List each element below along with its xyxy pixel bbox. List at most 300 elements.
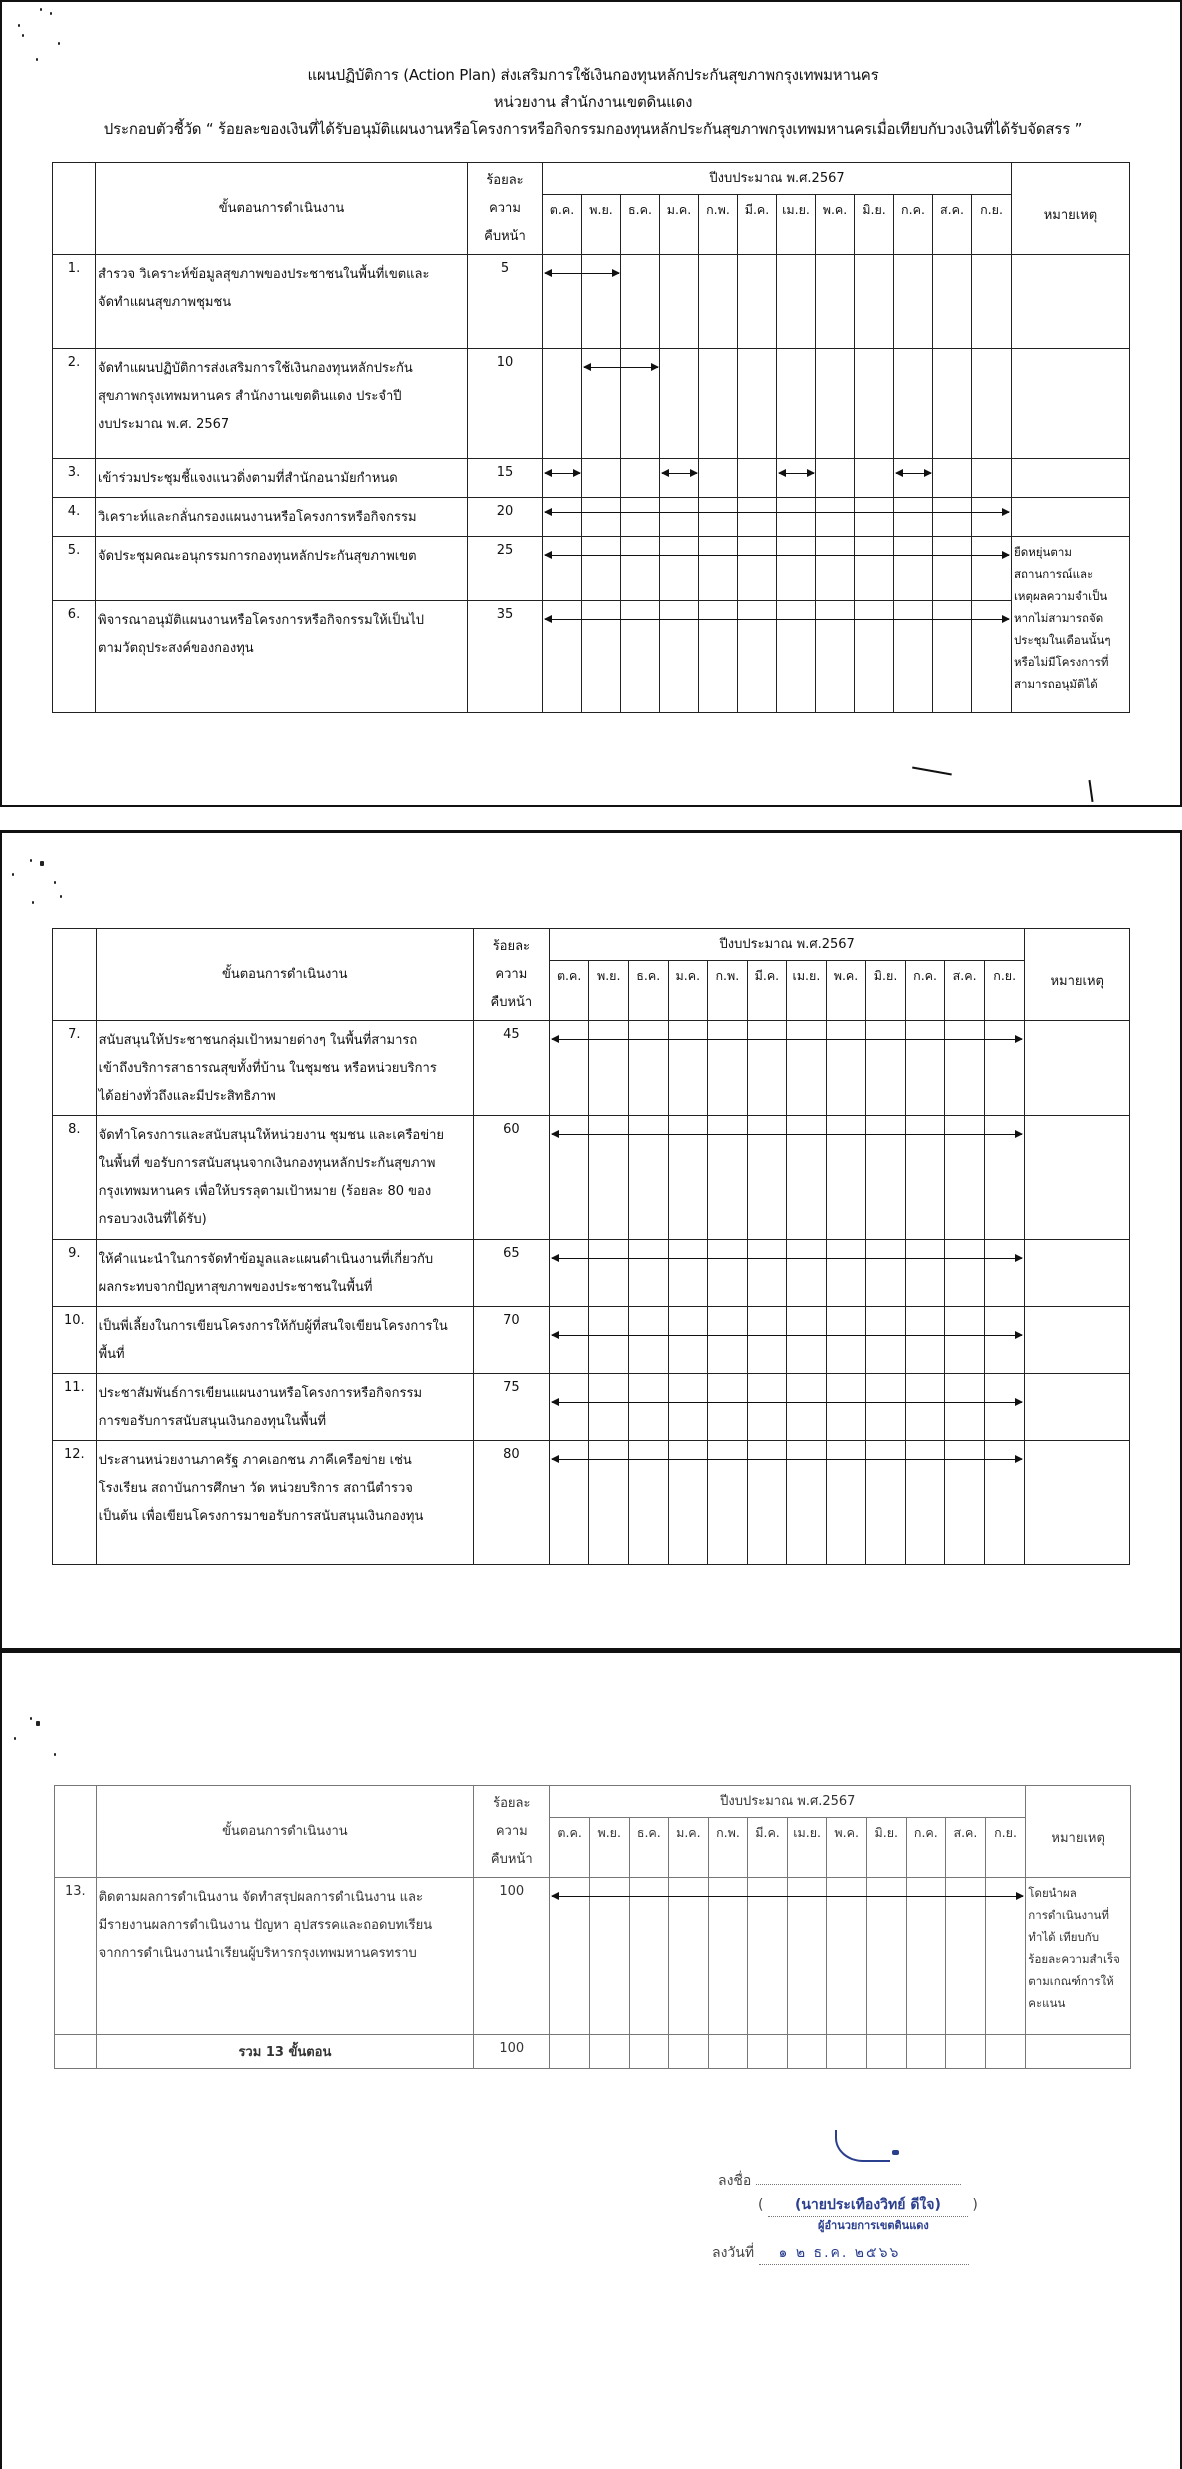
step-row: [53, 1021, 1130, 1116]
step-row: [53, 537, 1130, 601]
step-progress-percent: 100: [474, 1878, 550, 2035]
month-cell: [894, 601, 933, 713]
step-progress-percent: 20: [468, 498, 543, 537]
step-header: ขั้นตอนการดำเนินงาน: [96, 163, 468, 255]
month-cell: [699, 255, 738, 349]
timeline-arrow: [545, 473, 580, 474]
month-header: ต.ค.: [549, 961, 589, 1021]
month-cell: [699, 498, 738, 537]
month-cell: [866, 1021, 906, 1116]
month-cell: [855, 537, 894, 601]
step-header: ขั้นตอนการดำเนินงาน: [96, 929, 473, 1021]
month-header: มิ.ย.: [866, 1818, 906, 1878]
page-1: [0, 0, 1182, 805]
month-cell: [629, 1878, 669, 2035]
step-description: เข้าร่วมประชุมชี้แจงแนวดิ่งตามที่สำนักอนามัยกำหนด: [96, 459, 468, 498]
month-cell: [589, 2035, 629, 2069]
month-cell: [866, 1307, 906, 1374]
month-cell: [894, 498, 933, 537]
step-description: จัดทำแผนปฏิบัติการส่งเสริมการใช้เงินกองทุนหลักประกัน สุขภาพกรุงเทพมหานคร สำนักงานเขตดินแดง ประจำปี งบประมาณ พ.ศ. 2567: [96, 349, 468, 459]
month-cell: [894, 537, 933, 601]
month-cell: [787, 1116, 827, 1240]
remark-cell: [1012, 349, 1130, 459]
remark-header: หมายเหตุ: [1026, 1786, 1131, 1878]
month-cell: [946, 2035, 986, 2069]
month-cell: [985, 2035, 1026, 2069]
month-cell: [748, 1878, 788, 2035]
step-row: [53, 1374, 1130, 1441]
month-cell: [945, 1441, 985, 1565]
month-header: ก.ค.: [906, 1818, 946, 1878]
month-cell: [984, 1116, 1025, 1240]
month-cell: [738, 255, 777, 349]
month-cell: [708, 1307, 748, 1374]
step-row: [53, 1240, 1130, 1307]
month-cell: [543, 498, 582, 537]
step-description: เป็นพี่เลี้ยงในการเขียนโครงการให้กับผู้ที่สนใจเขียนโครงการใน พื้นที่: [96, 1307, 473, 1374]
month-cell: [855, 459, 894, 498]
step-row: [53, 459, 1130, 498]
progress-header: ร้อยละ ความ คืบหน้า: [473, 929, 549, 1021]
month-cell: [699, 601, 738, 713]
month-cell: [628, 1441, 668, 1565]
month-cell: [549, 1441, 589, 1565]
month-cell: [816, 498, 855, 537]
remark-cell: [1012, 255, 1130, 349]
no-header: [53, 929, 97, 1021]
step-progress-percent: 60: [473, 1116, 549, 1240]
step-progress-percent: 5: [468, 255, 543, 349]
scan-noise: [10, 1713, 80, 1773]
month-cell: [787, 1307, 827, 1374]
month-cell: [777, 349, 816, 459]
month-cell: [945, 1307, 985, 1374]
month-cell: [582, 498, 621, 537]
month-cell: [777, 459, 816, 498]
month-cell: [866, 1240, 906, 1307]
step-description: ประชาสัมพันธ์การเขียนแผนงานหรือโครงการหรือกิจกรรม การขอรับการสนับสนุนเงินกองทุนในพื้นที่: [96, 1374, 473, 1441]
month-cell: [787, 2035, 827, 2069]
month-cell: [984, 1021, 1025, 1116]
month-header: ก.ย.: [985, 1818, 1026, 1878]
month-header: ก.ค.: [894, 195, 933, 255]
month-header: ต.ค.: [543, 195, 582, 255]
month-header: ก.พ.: [708, 961, 748, 1021]
month-cell: [582, 459, 621, 498]
month-cell: [933, 255, 972, 349]
month-cell: [972, 459, 1012, 498]
step-row: [53, 601, 1130, 713]
page-3: [0, 1650, 1182, 2469]
month-cell: [629, 2035, 669, 2069]
month-cell: [660, 537, 699, 601]
month-header: เม.ย.: [777, 195, 816, 255]
step-description: สำรวจ วิเคราะห์ข้อมูลสุขภาพของประชาชนในพื้นที่เขตและ จัดทำแผนสุขภาพชุมชน: [96, 255, 468, 349]
month-cell: [747, 1374, 787, 1441]
date-label: ลงวันที่: [712, 2245, 755, 2261]
month-header: พ.ย.: [582, 195, 621, 255]
month-cell: [894, 459, 933, 498]
month-cell: [787, 1441, 827, 1565]
month-cell: [826, 1021, 866, 1116]
step-progress-percent: 15: [468, 459, 543, 498]
scan-noise: [10, 6, 80, 66]
document-title: แผนปฏิบัติการ (Action Plan) ส่งเสริมการใช้เงินกองทุนหลักประกันสุขภาพกรุงเทพมหานคร: [307, 66, 879, 84]
month-header: ม.ค.: [660, 195, 699, 255]
month-cell: [738, 601, 777, 713]
month-cell: [933, 537, 972, 601]
month-cell: [855, 498, 894, 537]
document-unit: หน่วยงาน สำนักงานเขตดินแดง: [493, 93, 693, 111]
month-cell: [543, 537, 582, 601]
month-cell: [660, 255, 699, 349]
month-cell: [816, 601, 855, 713]
scan-noise: [10, 851, 80, 911]
month-cell: [826, 1240, 866, 1307]
month-cell: [906, 2035, 946, 2069]
step-progress-percent: 80: [473, 1441, 549, 1565]
month-cell: [621, 498, 660, 537]
step-number: 2.: [53, 349, 96, 459]
step-number: 6.: [53, 601, 96, 713]
month-cell: [945, 1374, 985, 1441]
month-cell: [826, 1307, 866, 1374]
month-cell: [628, 1307, 668, 1374]
month-cell: [777, 498, 816, 537]
month-cell: [738, 537, 777, 601]
month-cell: [628, 1240, 668, 1307]
month-cell: [984, 1240, 1025, 1307]
month-cell: [543, 601, 582, 713]
month-header: พ.ค.: [816, 195, 855, 255]
month-cell: [668, 1441, 708, 1565]
month-cell: [708, 2035, 748, 2069]
month-cell: [826, 1441, 866, 1565]
month-header: ธ.ค.: [629, 1818, 669, 1878]
month-cell: [669, 1878, 709, 2035]
step-number: 1.: [53, 255, 96, 349]
month-cell: [855, 601, 894, 713]
step-number: 10.: [53, 1307, 97, 1374]
month-cell: [905, 1374, 945, 1441]
month-cell: [972, 255, 1012, 349]
month-header: ม.ค.: [669, 1818, 709, 1878]
signer-position: ผู้อำนวยการเขตดินแดง: [818, 2219, 929, 2232]
sign-label: ลงชื่อ: [718, 2173, 752, 2189]
month-cell: [855, 255, 894, 349]
step-header: ขั้นตอนการดำเนินงาน: [96, 1786, 474, 1878]
month-cell: [816, 537, 855, 601]
step-description: วิเคราะห์และกลั่นกรองแผนงานหรือโครงการหรือกิจกรรม: [96, 498, 468, 537]
month-cell: [708, 1116, 748, 1240]
month-cell: [787, 1240, 827, 1307]
step-row: [53, 1441, 1130, 1565]
progress-header: ร้อยละ ความ คืบหน้า: [468, 163, 543, 255]
remark-cell: [1025, 1307, 1130, 1374]
step-number: 12.: [53, 1441, 97, 1565]
month-cell: [699, 459, 738, 498]
sign-date: ๑ ๒ ธ.ค. ๒๕๖๖: [759, 2242, 969, 2265]
page-2: [0, 830, 1182, 1648]
month-cell: [933, 349, 972, 459]
step-description: พิจารณาอนุมัติแผนงานหรือโครงการหรือกิจกรรมให้เป็นไป ตามวัตถุประสงค์ของกองทุน: [96, 601, 468, 713]
month-header: เม.ย.: [787, 961, 827, 1021]
month-header: เม.ย.: [787, 1818, 827, 1878]
month-cell: [699, 349, 738, 459]
step-progress-percent: 25: [468, 537, 543, 601]
month-cell: [543, 459, 582, 498]
month-cell: [777, 255, 816, 349]
month-cell: [905, 1441, 945, 1565]
month-header: ส.ค.: [945, 961, 985, 1021]
month-cell: [589, 1441, 629, 1565]
month-cell: [945, 1021, 985, 1116]
month-cell: [826, 1116, 866, 1240]
month-cell: [933, 498, 972, 537]
month-cell: [827, 1878, 867, 2035]
month-cell: [866, 1878, 906, 2035]
total-label: รวม 13 ขั้นตอน: [96, 2035, 474, 2069]
month-cell: [549, 1374, 589, 1441]
month-header: ธ.ค.: [628, 961, 668, 1021]
month-cell: [747, 1116, 787, 1240]
month-cell: [589, 1307, 629, 1374]
month-header: มิ.ย.: [855, 195, 894, 255]
month-cell: [972, 498, 1012, 537]
month-cell: [628, 1021, 668, 1116]
step-description: จัดทำโครงการและสนับสนุนให้หน่วยงาน ชุมชน และเครือข่าย ในพื้นที่ ขอรับการสนับสนุนจากเงินกองทุนหลักประกันสุขภาพ กรุงเทพมหานคร เพื่อให้บรรลุตามเป้าหมาย (ร้อยละ 80 ของ กรอบวงเงินที่ได้รับ): [96, 1116, 473, 1240]
month-cell: [550, 1878, 590, 2035]
month-cell: [589, 1021, 629, 1116]
month-cell: [621, 459, 660, 498]
month-cell: [984, 1441, 1025, 1565]
month-cell: [708, 1021, 748, 1116]
remark-cell: โดยนำผล การดำเนินงานที่ ทำได้ เทียบกับ ร้อยละความสำเร็จ ตามเกณฑ์การให้ คะแนน: [1026, 1878, 1131, 2035]
month-cell: [747, 1307, 787, 1374]
month-cell: [905, 1307, 945, 1374]
month-cell: [660, 601, 699, 713]
month-cell: [855, 349, 894, 459]
step-progress-percent: 75: [473, 1374, 549, 1441]
month-cell: [866, 1374, 906, 1441]
remark-cell: [1025, 1374, 1130, 1441]
month-cell: [708, 1374, 748, 1441]
page-separator: [0, 805, 1182, 807]
month-cell: [945, 1116, 985, 1240]
month-cell: [747, 1021, 787, 1116]
month-cell: [550, 2035, 590, 2069]
month-cell: [826, 1374, 866, 1441]
month-cell: [787, 1374, 827, 1441]
step-row: [55, 1878, 1131, 2035]
remark-header: หมายเหตุ: [1025, 929, 1130, 1021]
step-number: 9.: [53, 1240, 97, 1307]
scan-mark: [1088, 780, 1093, 802]
no-header: [55, 1786, 97, 1878]
step-row: [53, 255, 1130, 349]
month-cell: [777, 537, 816, 601]
month-cell: [984, 1307, 1025, 1374]
month-cell: [621, 255, 660, 349]
month-cell: [549, 1307, 589, 1374]
month-cell: [905, 1240, 945, 1307]
month-header: ส.ค.: [933, 195, 972, 255]
month-header: พ.ย.: [589, 961, 629, 1021]
step-number: 5.: [53, 537, 96, 601]
month-cell: [894, 255, 933, 349]
document-title-block: [2, 64, 1182, 145]
step-number: 4.: [53, 498, 96, 537]
month-cell: [946, 1878, 986, 2035]
step-number: 13.: [55, 1878, 97, 2035]
month-cell: [549, 1240, 589, 1307]
total-progress-percent: 100: [474, 2035, 550, 2069]
month-cell: [738, 498, 777, 537]
month-cell: [738, 459, 777, 498]
step-row: [53, 498, 1130, 537]
month-header: ต.ค.: [550, 1818, 590, 1878]
remark-cell: [1025, 1116, 1130, 1240]
step-progress-percent: 35: [468, 601, 543, 713]
scan-mark: [912, 767, 952, 775]
step-progress-percent: 10: [468, 349, 543, 459]
month-cell: [589, 1116, 629, 1240]
month-cell: [816, 255, 855, 349]
month-cell: [787, 1021, 827, 1116]
month-cell: [660, 498, 699, 537]
month-cell: [660, 459, 699, 498]
month-cell: [816, 459, 855, 498]
month-header: มี.ค.: [747, 961, 787, 1021]
timeline-arrow: [662, 473, 697, 474]
month-cell: [933, 459, 972, 498]
budget-year-header: ปีงบประมาณ พ.ศ.2567: [549, 929, 1025, 961]
month-header: ม.ค.: [668, 961, 708, 1021]
month-cell: [984, 1374, 1025, 1441]
month-cell: [708, 1441, 748, 1565]
month-header: ธ.ค.: [621, 195, 660, 255]
month-cell: [972, 537, 1012, 601]
month-cell: [668, 1116, 708, 1240]
month-cell: [582, 349, 621, 459]
month-cell: [549, 1021, 589, 1116]
action-plan-table-2: [52, 928, 1130, 1565]
month-cell: [906, 1878, 946, 2035]
month-cell: [945, 1240, 985, 1307]
step-number: 7.: [53, 1021, 97, 1116]
remark-cell: [1025, 1021, 1130, 1116]
month-header: ก.ค.: [905, 961, 945, 1021]
step-row: [53, 349, 1130, 459]
month-cell: [621, 537, 660, 601]
step-description: ประสานหน่วยงานภาครัฐ ภาคเอกชน ภาคีเครือข่าย เช่น โรงเรียน สถาบันการศึกษา วัด หน่วยบริการ สถานีตำรวจ เป็นต้น เพื่อเขียนโครงการมาขอรับการสนับสนุนเงินกองทุน: [96, 1441, 473, 1565]
month-cell: [787, 1878, 827, 2035]
month-cell: [972, 601, 1012, 713]
month-cell: [582, 255, 621, 349]
month-cell: [582, 537, 621, 601]
month-cell: [866, 1116, 906, 1240]
month-cell: [905, 1116, 945, 1240]
no-header: [53, 163, 96, 255]
month-cell: [582, 601, 621, 713]
month-cell: [668, 1021, 708, 1116]
step-row: [53, 1307, 1130, 1374]
month-cell: [816, 349, 855, 459]
month-header: พ.ค.: [827, 1818, 867, 1878]
month-cell: [628, 1116, 668, 1240]
month-cell: [668, 1374, 708, 1441]
step-description: สนับสนุนให้ประชาชนกลุ่มเป้าหมายต่างๆ ในพื้นที่สามารถ เข้าถึงบริการสาธารณสุขทั้งที่บ้าน ในชุมชน หรือหน่วยบริการ ได้อย่างทั่วถึงและมีประสิทธิภาพ: [96, 1021, 473, 1116]
month-header: มี.ค.: [748, 1818, 788, 1878]
month-cell: [621, 349, 660, 459]
month-cell: [866, 1441, 906, 1565]
step-progress-percent: 45: [473, 1021, 549, 1116]
month-cell: [738, 349, 777, 459]
step-progress-percent: 70: [473, 1307, 549, 1374]
month-cell: [827, 2035, 867, 2069]
signature-block: ลงชื่อ ( (นายประเทืองวิทย์ ดีใจ) ) ผู้อำนวยการเขตดินแดง ลงวันที่ ๑ ๒ ธ.ค. ๒๕๖๖: [680, 2130, 1040, 2310]
month-cell: [866, 2035, 906, 2069]
month-cell: [669, 2035, 709, 2069]
remark-cell: [1012, 498, 1130, 537]
remark-cell: [1012, 459, 1130, 498]
action-plan-table-3: [54, 1785, 1131, 2069]
remark-cell: [1025, 1240, 1130, 1307]
month-cell: [905, 1021, 945, 1116]
month-cell: [589, 1240, 629, 1307]
signer-name: (นายประเทืองวิทย์ ดีใจ): [768, 2194, 968, 2217]
step-description: ให้คำแนะนำในการจัดทำข้อมูลและแผนดำเนินงานที่เกี่ยวกับ ผลกระทบจากปัญหาสุขภาพของประชาชนในพื้นที่: [96, 1240, 473, 1307]
month-header: พ.ย.: [589, 1818, 629, 1878]
remark-cell: [1025, 1441, 1130, 1565]
handwritten-signature: [835, 2130, 890, 2162]
month-cell: [589, 1374, 629, 1441]
month-cell: [748, 2035, 788, 2069]
month-cell: [699, 537, 738, 601]
month-cell: [894, 349, 933, 459]
month-cell: [747, 1240, 787, 1307]
month-header: ส.ค.: [946, 1818, 986, 1878]
month-cell: [543, 255, 582, 349]
month-header: มี.ค.: [738, 195, 777, 255]
month-header: ก.ย.: [984, 961, 1025, 1021]
remark-header: หมายเหตุ: [1012, 163, 1130, 255]
timeline-arrow: [779, 473, 814, 474]
step-number: 8.: [53, 1116, 97, 1240]
budget-year-header: ปีงบประมาณ พ.ศ.2567: [543, 163, 1012, 195]
step-row: [53, 1116, 1130, 1240]
budget-year-header: ปีงบประมาณ พ.ศ.2567: [550, 1786, 1026, 1818]
total-row: [55, 2035, 1131, 2069]
month-header: มิ.ย.: [866, 961, 906, 1021]
month-cell: [549, 1116, 589, 1240]
month-cell: [660, 349, 699, 459]
step-description: จัดประชุมคณะอนุกรรมการกองทุนหลักประกันสุขภาพเขต: [96, 537, 468, 601]
month-header: ก.ย.: [972, 195, 1012, 255]
progress-header: ร้อยละ ความ คืบหน้า: [474, 1786, 550, 1878]
month-cell: [972, 349, 1012, 459]
month-cell: [668, 1240, 708, 1307]
step-description: ติดตามผลการดำเนินงาน จัดทำสรุปผลการดำเนินงาน และ มีรายงานผลการดำเนินงาน ปัญหา อุปสรรคและถอดบทเรียน จากการดำเนินงานนำเรียนผู้บริหารกรุงเทพมหานครทราบ: [96, 1878, 474, 2035]
month-cell: [543, 349, 582, 459]
month-header: ก.พ.: [708, 1818, 748, 1878]
document-indicator: ประกอบตัวชี้วัด “ ร้อยละของเงินที่ได้รับอนุมัติแผนงานหรือโครงการหรือกิจกรรมกองทุนหลักประกันสุขภาพกรุงเทพมหานครเมื่อเทียบกับวงเงินที่ได้รับจัดสรร ”: [103, 120, 1083, 138]
timeline-arrow: [896, 473, 931, 474]
action-plan-table-1: [52, 162, 1130, 713]
month-cell: [668, 1307, 708, 1374]
month-header: ก.พ.: [699, 195, 738, 255]
month-cell: [933, 601, 972, 713]
